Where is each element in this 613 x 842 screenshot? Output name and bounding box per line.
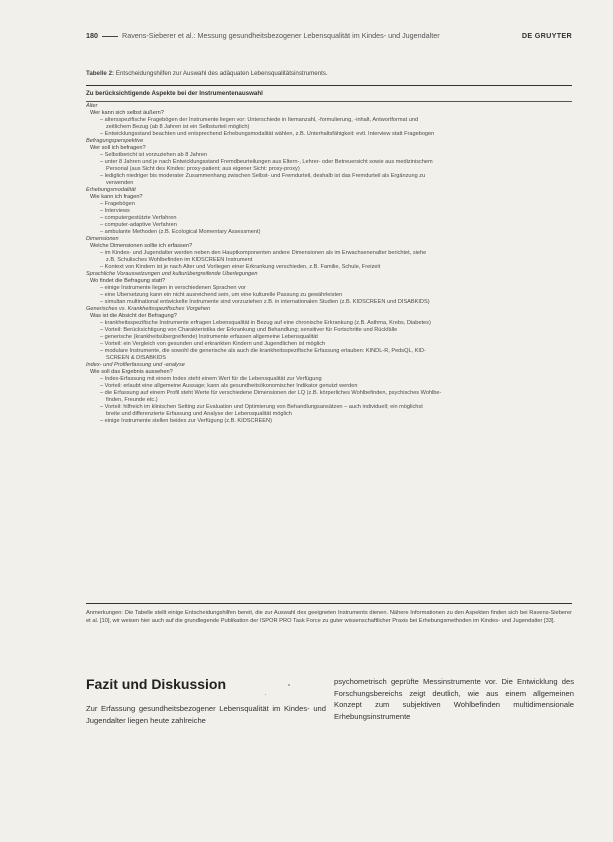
table-bullet: – Interviews [100,208,130,214]
table-bullet: – im Kindes- und Jugendalter werden neben den Hauptkomponenten andere Dimensionen als im Erwachsenenalter berichtet, siehe [100,250,427,256]
table-category: Alter [86,103,98,109]
table-caption-label: Tabelle 2: [86,70,115,77]
table-bullet: – einige Instrumente liegen in verschiedenen Sprachen vor [100,285,246,291]
running-title: Ravens-Sieberer et al.: Messung gesundheitsbezogener Lebensqualität im Kindes- und Jugendalter [122,31,440,40]
scan-speck [265,694,266,695]
table-question: Wer soll ich befragen? [90,145,146,151]
table-bullet: – Vorteil: ein Vergleich von gesunden und erkrankten Kindern und Jugendlichen ist möglich [100,341,326,347]
table-bullet: verwenden [106,180,134,186]
table-question: Was ist die Absicht der Befragung? [90,313,177,319]
table-bullet: z.B. Schulisches Wohlbefinden im KIDSCREEN Instrument [106,257,253,263]
table-bullet: – simultan multinational entwickelte Instrumente sind vorzuziehen z.B. in internationalen Studien (z.B. KIDSCREEN und DISABKIDS) [100,299,430,305]
table-bullet: – Vorteil: erlaubt eine allgemeine Aussage; kann als gesundheitsökonomischer Indikator genutzt werden [100,383,358,389]
table-header-rule [86,101,572,102]
body-text-left-column: Zur Erfassung gesundheitsbezogener Lebensqualität im Kindes- und Jugendalter liegen heute zahlreiche [86,704,326,725]
table-question: Wer kann sich selbst äußern? [90,110,164,116]
table-bullet: breite und differenzierte Erfassung und Analyse der Lebensqualität möglich [106,411,292,417]
table-top-rule [86,85,572,86]
table-bullet: – Kontext von Kindern ist je nach Alter und Vorliegen einer Erkrankung verschieden, z.B. Familie, Schule, Freizeit [100,264,381,270]
table-caption-text: Entscheidungshilfen zur Auswahl des adäquaten Lebensqualitätsinstruments. [115,70,328,77]
table-question: Wie soll das Ergebnis aussehen? [90,369,173,375]
scan-speck [288,684,290,686]
table-bullet: – krankheitsspezifische Instrumente erfragen Lebensqualität in Bezug auf eine chronische Erkrankung (z.B. Asthma, Krebs, Diabetes) [100,320,431,326]
table-caption [86,70,572,77]
table-bullet: – unter 8 Jahren und je nach Entwicklungsstand Fremdbeurteilungen aus Eltern-, Lehrer- oder Betreuersicht sowie aus medizinischem [100,159,433,165]
table-bullet: zeitlichem Bezug (ab 8 Jahren ist ein Selbsturteil möglich) [106,124,250,130]
table-bottom-rule [86,603,572,604]
table-bullet: – modulare Instrumente, die sowohl die generische als auch die krankheitsspezifische Erfassung erlauben: KINDL-R, PedsQL, KID- [100,348,426,354]
table-header: Zu berücksichtigende Aspekte bei der Instrumentenauswahl [86,90,263,97]
table-category: Dimensionen [86,236,119,242]
table-bullet: – computer-adaptive Verfahren [100,222,177,228]
table-bullet: – Vorteil: hilfreich im klinischen Setting zur Evaluation und Optimierung von Behandlungsansätzen – auch individuell; ein möglichst [100,404,423,410]
header-rule [102,36,118,37]
table-bullet: Personal (aus Sicht des Kindes: proxy-patient; aus eigener Sicht: proxy-proxy) [106,166,300,172]
table-bullet: finden, Freunde etc.) [106,397,158,403]
table-bullet: – Index-Erfassung mit einem Index steht einem Wert für die Lebensqualität zur Verfügung [100,376,322,382]
table-footnote: Anmerkungen: Die Tabelle stellt einige Entscheidungshilfen bereit, die zur Auswahl des geeigneten Instruments dienen. Nähere Informationen zu den Aspekten finden sich bei Ravens-Sieberer et al. [10], wir weisen hier auch auf die grundlegende Publikation der ISPOR PRO Task Force zu guter wissenschaftlicher Praxis bei Erhebungsmethoden im Kindes- und Jugendalter [33]. [86,610,572,624]
table-category: Index- und Profilerfassung und -analyse [86,362,185,368]
table-bullet: – computergestützte Verfahren [100,215,177,221]
table-bullet: – generische (krankheitsübergreifende) Instrumente erfassen allgemeine Lebensqualität [100,334,318,340]
table-bullet: – Selbstbericht ist vorzuziehen ab 8 Jahren [100,152,207,158]
table-bullet: – die Erfassung auf einem Profil steht Werte für verschiedene Dimensionen der LQ (z.B. körperliches Wohlbefinden, psychisches Wohlbe- [100,390,442,396]
table-bullet: – Entwicklungsstand beachten und entsprechend Erhebungsmodalität wählen, z.B. Unterhaltsfähigkeit: evtl. Interview statt Fragebogen [100,131,435,137]
table-category: Generisches vs. Krankheitsspezifisches Vorgehen [86,306,211,312]
page-header [86,31,572,43]
publisher-name: DE GRUYTER [521,31,572,40]
body-text-right-column: psychometrisch geprüfte Messinstrumente vor. Die Entwicklung des Forschungsbereichs zeigt deutlich, wie aus einem allgemeinen Konzept zum subjektiven Wohlbefinden multidimensionale Erhebungsinstrumente [334,677,574,721]
table-bullet: – Fragebögen [100,201,135,207]
table-category: Befragungsperspektive [86,138,144,144]
table-question: Wie kann ich fragen? [90,194,143,200]
table-question: Wo findet die Befragung statt? [90,278,166,284]
table-question: Welche Dimensionen sollte ich erfassen? [90,243,193,249]
section-title: Fazit und Diskussion [86,676,227,692]
table-bullet: – eine Übersetzung kann ein nicht ausreichend sein, um eine kulturelle Passung zu gewährleisten [100,292,343,298]
table-category: Sprachliche Voraussetzungen und kulturübergreifende Überlegungen [86,271,258,277]
table-category: Erhebungsmodalität [86,187,136,193]
table-bullet: – lediglich niedriger bis moderater Zusammenhang zwischen Selbst- und Fremdurteil, deshalb ist das Fremdurteil als Ergänzung zu [100,173,426,179]
table-bullet: – ambulante Methoden (z.B. Ecological Momentary Assessment) [100,229,261,235]
table-bullet: – Vorteil: Berücksichtigung von Charakteristika der Erkrankung und Behandlung; sensitiver für Fortschritte und Rückfälle [100,327,398,333]
table-bullet: – einige Instrumente stellen beides zur Verfügung (z.B. KIDSCREEN) [100,418,272,424]
table-bullet: SCREEN & DISABKIDS [106,355,166,361]
table-bullet: – altersspezifische Fragebögen der Instrumente liegen vor: Unterschiede in Itemanzahl, -formulierung, -inhalt, Antwortformat und [100,117,419,123]
page-number: 180 [86,31,98,40]
